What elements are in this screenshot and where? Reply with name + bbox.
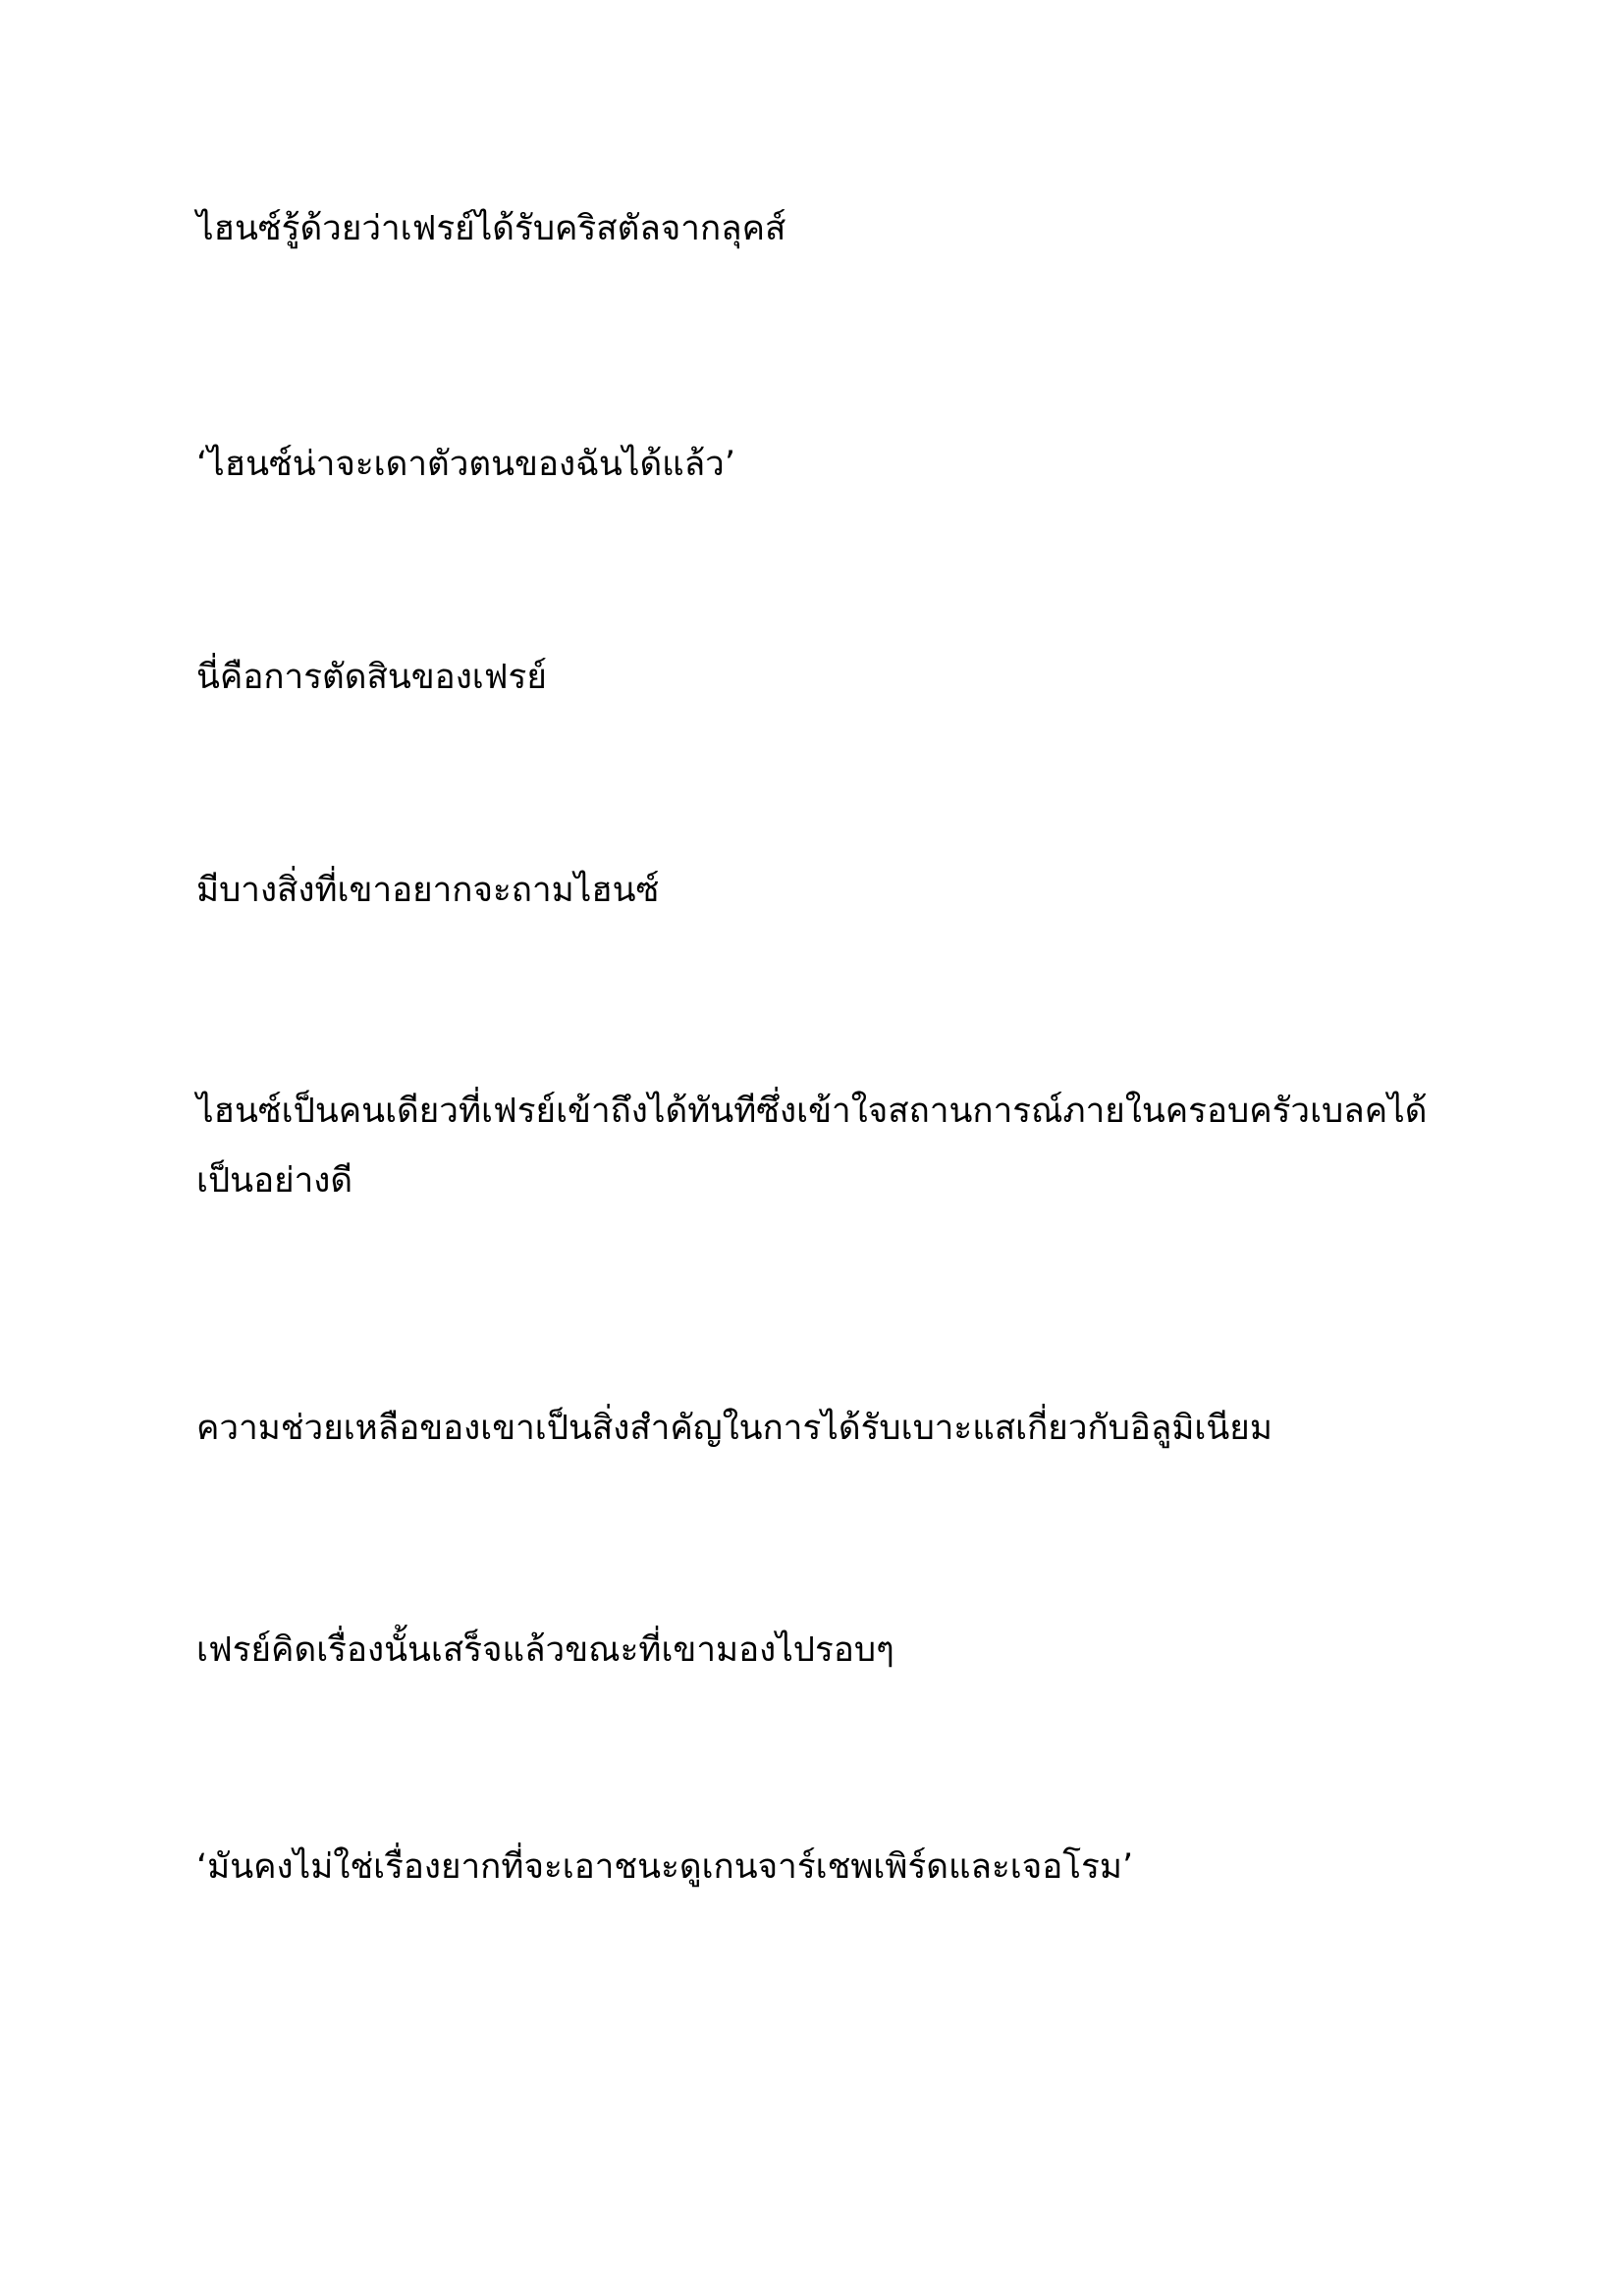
paragraph: ‘ไฮนซ์น่าจะเดาตัวตนของฉันได้แล้ว’	[196, 445, 735, 484]
paragraph: ‘มันคงไม่ใช่เรื่องยากที่จะเอาชนะดูเกนจาร์เชพเพิร์ดและเจอโรม’	[196, 1847, 1134, 1887]
paragraph: ไฮนซ์เป็นคนเดียวที่เฟรย์เข้าถึงได้ทันทีซึ่งเข้าใจสถานการณ์ภายในครอบครัวเบลคได้เป็นอย่างดี	[196, 1092, 1428, 1201]
paragraph: นี่คือการตัดสินของเฟรย์	[196, 658, 547, 697]
paragraph: มีบางสิ่งที่เขาอยากจะถามไฮนซ์	[196, 871, 660, 910]
paragraph: ไฮนซ์รู้ด้วยว่าเฟรย์ได้รับคริสตัลจากลุคส์	[196, 209, 786, 248]
paragraph: เฟรย์คิดเรื่องนั้นเสร็จแล้วขณะที่เขามองไปรอบๆ	[196, 1630, 894, 1670]
paragraph: ความช่วยเหลือของเขาเป็นสิ่งสำคัญในการได้รับเบาะแสเกี่ยวกับอิลูมิเนียม	[196, 1409, 1272, 1448]
